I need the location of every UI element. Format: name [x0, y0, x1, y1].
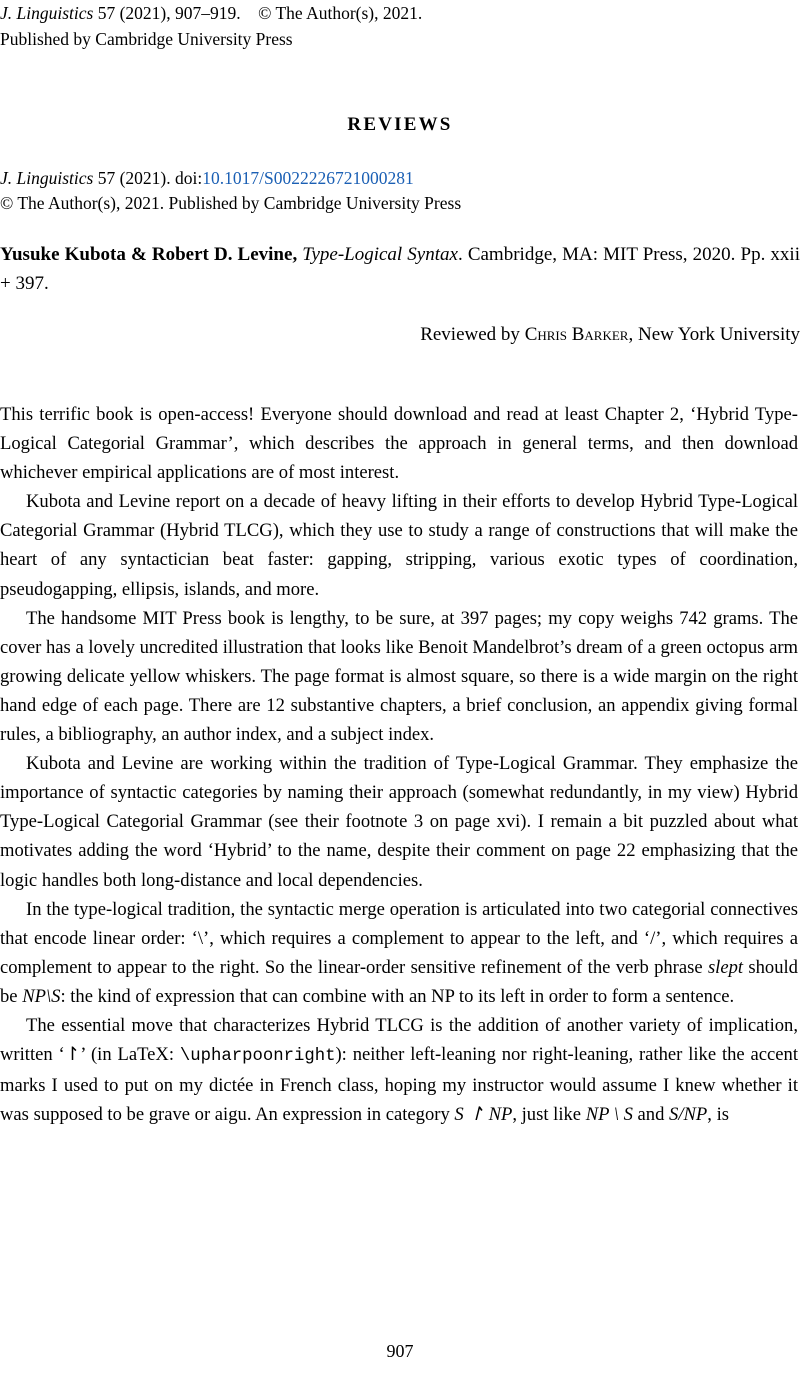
p6-italic-category-2: NP \ S [585, 1104, 633, 1126]
paragraph-6 [0, 1011, 798, 1129]
p6-text-3: , just like [512, 1104, 586, 1126]
citation-journal: J. Linguistics [0, 168, 94, 188]
doi-link[interactable]: 10.1017/S0022226721000281 [202, 168, 414, 188]
paragraph-2: Kubota and Levine report on a decade of heavy lifting in their efforts to develop Hybrid Type-Logical Categorial Grammar (Hybrid TLCG), which they use to study a range of constructions that will make the heart of any syntactician beat faster: gapping, stripping, various exotic types of coordination, pseudogapping, ellipsis, islands, and more. [0, 491, 798, 600]
reviewer-affiliation: , New York University [628, 324, 800, 345]
p5-text-1: In the type-logical tradition, the syntactic merge operation is articulated into two categorial connectives that encode linear order: ‘\’, which requires a complement to appear to the left, and ‘/’, which requires a complement to appear to the right. So the linear-order sensitive refinement of the verb phrase [0, 898, 798, 978]
issue-pages: 57 (2021), 907–919. [93, 3, 241, 23]
book-publication: . Cambridge, MA: MIT Press, 2020. Pp. xxii + 397. [0, 244, 800, 294]
citation-text: 57 (2021). doi: [93, 168, 203, 188]
journal-name: J. Linguistics [0, 3, 94, 23]
p5-italic-category: NP\S [22, 985, 61, 1007]
article-citation-line [0, 166, 800, 191]
paragraph-5 [0, 895, 798, 1011]
book-title: Type-Logical Syntax [302, 244, 458, 265]
article-copyright-line: © The Author(s), 2021. Published by Cambridge University Press [0, 193, 462, 213]
paragraph-4: Kubota and Levine are working within the tradition of Type-Logical Grammar. They emphasize the importance of syntactic categories by naming their approach (somewhat redundantly, in my view) Hybrid Type-Logical Categorial Grammar (see their footnote 3 on page xvi). I remain a bit puzzled about what motivates adding the word ‘Hybrid’ to the name, despite their comment on page 22 emphasizing that the logic handles both long-distance and local dependencies. [0, 753, 798, 891]
p6-text-1: The essential move that characterizes Hybrid TLCG is the addition of another variety of implication, written ‘↾’ (in LaTeX: [0, 1014, 798, 1066]
page-number: 907 [386, 1341, 414, 1361]
p6-text-4: and [632, 1104, 670, 1126]
article-metadata [0, 166, 800, 216]
p6-italic-category-1: S ↾ NP [454, 1104, 513, 1126]
review-body [0, 400, 798, 1129]
p5-italic-slept: slept [707, 956, 744, 978]
paragraph-1: This terrific book is open-access! Everyone should download and read at least Chapter 2, ‘Hybrid Type-Logical Categorial Grammar’, which describes the approach in general terms, and then download whichever empirical applications are of most interest. [0, 404, 798, 484]
p5-text-2: should be [0, 956, 798, 1007]
publisher-line: Published by Cambridge University Press [0, 29, 293, 49]
running-head-line1 [0, 0, 800, 26]
p6-latex-command: \upharpoonright [179, 1047, 336, 1067]
book-comma: , [292, 244, 303, 265]
p6-text-5: , is [707, 1104, 729, 1126]
book-authors: Yusuke Kubota & Robert D. Levine [0, 244, 293, 265]
p5-text-3: : the kind of expression that can combine with an NP to its left in order to form a sentence. [60, 985, 735, 1007]
p6-text-2: ): neither left-leaning nor right-leaning, rather like the accent marks I used to put on my dictée in French class, hoping my instructor would assume I knew whether it was supposed to be grave or aigu. An expression in category [0, 1044, 798, 1126]
book-reference [0, 240, 800, 298]
running-head [0, 0, 800, 52]
p6-italic-category-3: S/NP [669, 1104, 708, 1126]
section-heading: REVIEWS [347, 114, 453, 135]
reviewed-by-label: Reviewed by [420, 324, 525, 345]
reviewer-name: Chris Barker [524, 324, 629, 345]
paragraph-3: The handsome MIT Press book is lengthy, to be sure, at 397 pages; my copy weighs 742 grams. The cover has a lovely uncredited illustration that looks like Benoit Mandelbrot’s dream of a green octopus arm growing delicate yellow whiskers. The page format is almost square, so there is a wide margin on the right hand edge of each page. There are 12 substantive chapters, a brief conclusion, an appendix giving formal rules, a bibliography, an author index, and a subject index. [0, 607, 798, 746]
reviewer-line [0, 320, 800, 349]
copyright-note: © The Author(s), 2021. [258, 3, 423, 23]
